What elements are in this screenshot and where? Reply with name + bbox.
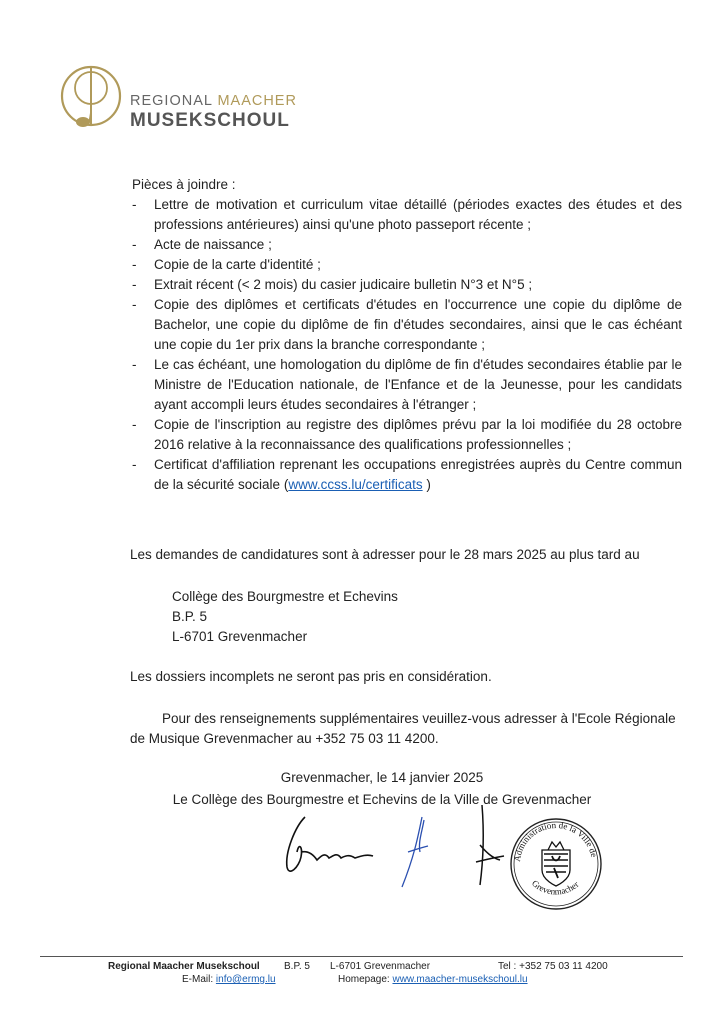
logo	[58, 58, 318, 138]
svg-text:Grevenmacher: Grevenmacher	[529, 877, 581, 897]
info-text: Pour des renseignements supplémentaires veuillez-vous adresser à l'Ecole Régionale de Musique Grevenmacher au +352 75 03 11 4200.	[130, 711, 676, 746]
list-item: - Copie des diplômes et certificats d'études en l'occurrence une copie du diplôme de Bachelor, une copie du diplôme de fin d'études secondaires, ainsi que le cas échéant une copie du 1er prix dans la branche correspondante ;	[130, 295, 682, 355]
footer-tel: Tel : +352 75 03 11 4200	[498, 961, 608, 972]
attachments-list	[130, 195, 682, 495]
address-block	[172, 587, 398, 647]
signature-2	[388, 812, 438, 892]
list-item: - Extrait récent (< 2 mois) du casier judicaire bulletin N°3 et N°5 ;	[130, 275, 682, 295]
place-date: Grevenmacher, le 14 janvier 2025	[280, 770, 484, 785]
footer-name: Regional Maacher Musekschoul	[108, 961, 260, 972]
footer-bp: B.P. 5	[284, 961, 310, 972]
list-item: - Le cas échéant, une homologation du diplôme de fin d'études secondaires établie par le Ministre de l'Education nationale, de l'Enfance et de la Jeunesse, pour les candidats ayant accompli leurs études secondaires à l'étranger ;	[130, 355, 682, 415]
footer-email: E-Mail: info@ermg.lu	[182, 974, 276, 985]
signature-3	[462, 800, 512, 890]
signature-1	[275, 812, 385, 882]
address-line: B.P. 5	[172, 609, 208, 624]
official-stamp	[508, 812, 604, 912]
music-note-circle-icon	[58, 58, 128, 138]
footer-city: L-6701 Grevenmacher	[330, 961, 431, 972]
list-item: - Copie de l'inscription au registre des diplômes prévu par la loi modifiée du 28 octobre 2016 relative à la reconnaissance des qualifications professionnelles ;	[130, 415, 682, 455]
incomplete-notice: Les dossiers incomplets ne seront pas pris en considération.	[130, 669, 492, 684]
logo-text-bottom: MUSEKSCHOUL	[130, 110, 290, 131]
attachments-section	[130, 175, 682, 495]
footer-homepage: Homepage: www.maacher-musekschoul.lu	[338, 974, 528, 985]
list-item: - Lettre de motivation et curriculum vitae détaillé (périodes exactes des études et des professions antérieures) ainsi qu'une photo passeport récente ;	[130, 195, 682, 235]
footer-divider	[40, 956, 683, 957]
address-line: Collège des Bourgmestre et Echevins	[172, 589, 398, 604]
svg-text:Administration de la Ville de: Administration de la Ville de	[511, 819, 600, 863]
homepage-link[interactable]: www.maacher-musekschoul.lu	[392, 974, 528, 985]
ccss-link[interactable]: www.ccss.lu/certificats	[288, 477, 423, 492]
list-item: - Copie de la carte d'identité ;	[130, 255, 682, 275]
address-line: L-6701 Grevenmacher	[172, 629, 308, 644]
deadline-text: Les demandes de candidatures sont à adresser pour le 28 mars 2025 au plus tard au	[130, 547, 640, 562]
list-item: - Acte de naissance ;	[130, 235, 682, 255]
attachments-intro: Pièces à joindre :	[132, 177, 236, 192]
email-link[interactable]: info@ermg.lu	[215, 974, 276, 985]
signatory: Le Collège des Bourgmestre et Echevins de la Ville de Grevenmacher	[172, 792, 592, 807]
logo-text-top: REGIONAL MAACHER	[130, 93, 297, 109]
list-item: - Certificat d'affiliation reprenant les occupations enregistrées auprès du Centre commun de la sécurité sociale (www.ccss.lu/certificats )	[130, 455, 682, 495]
